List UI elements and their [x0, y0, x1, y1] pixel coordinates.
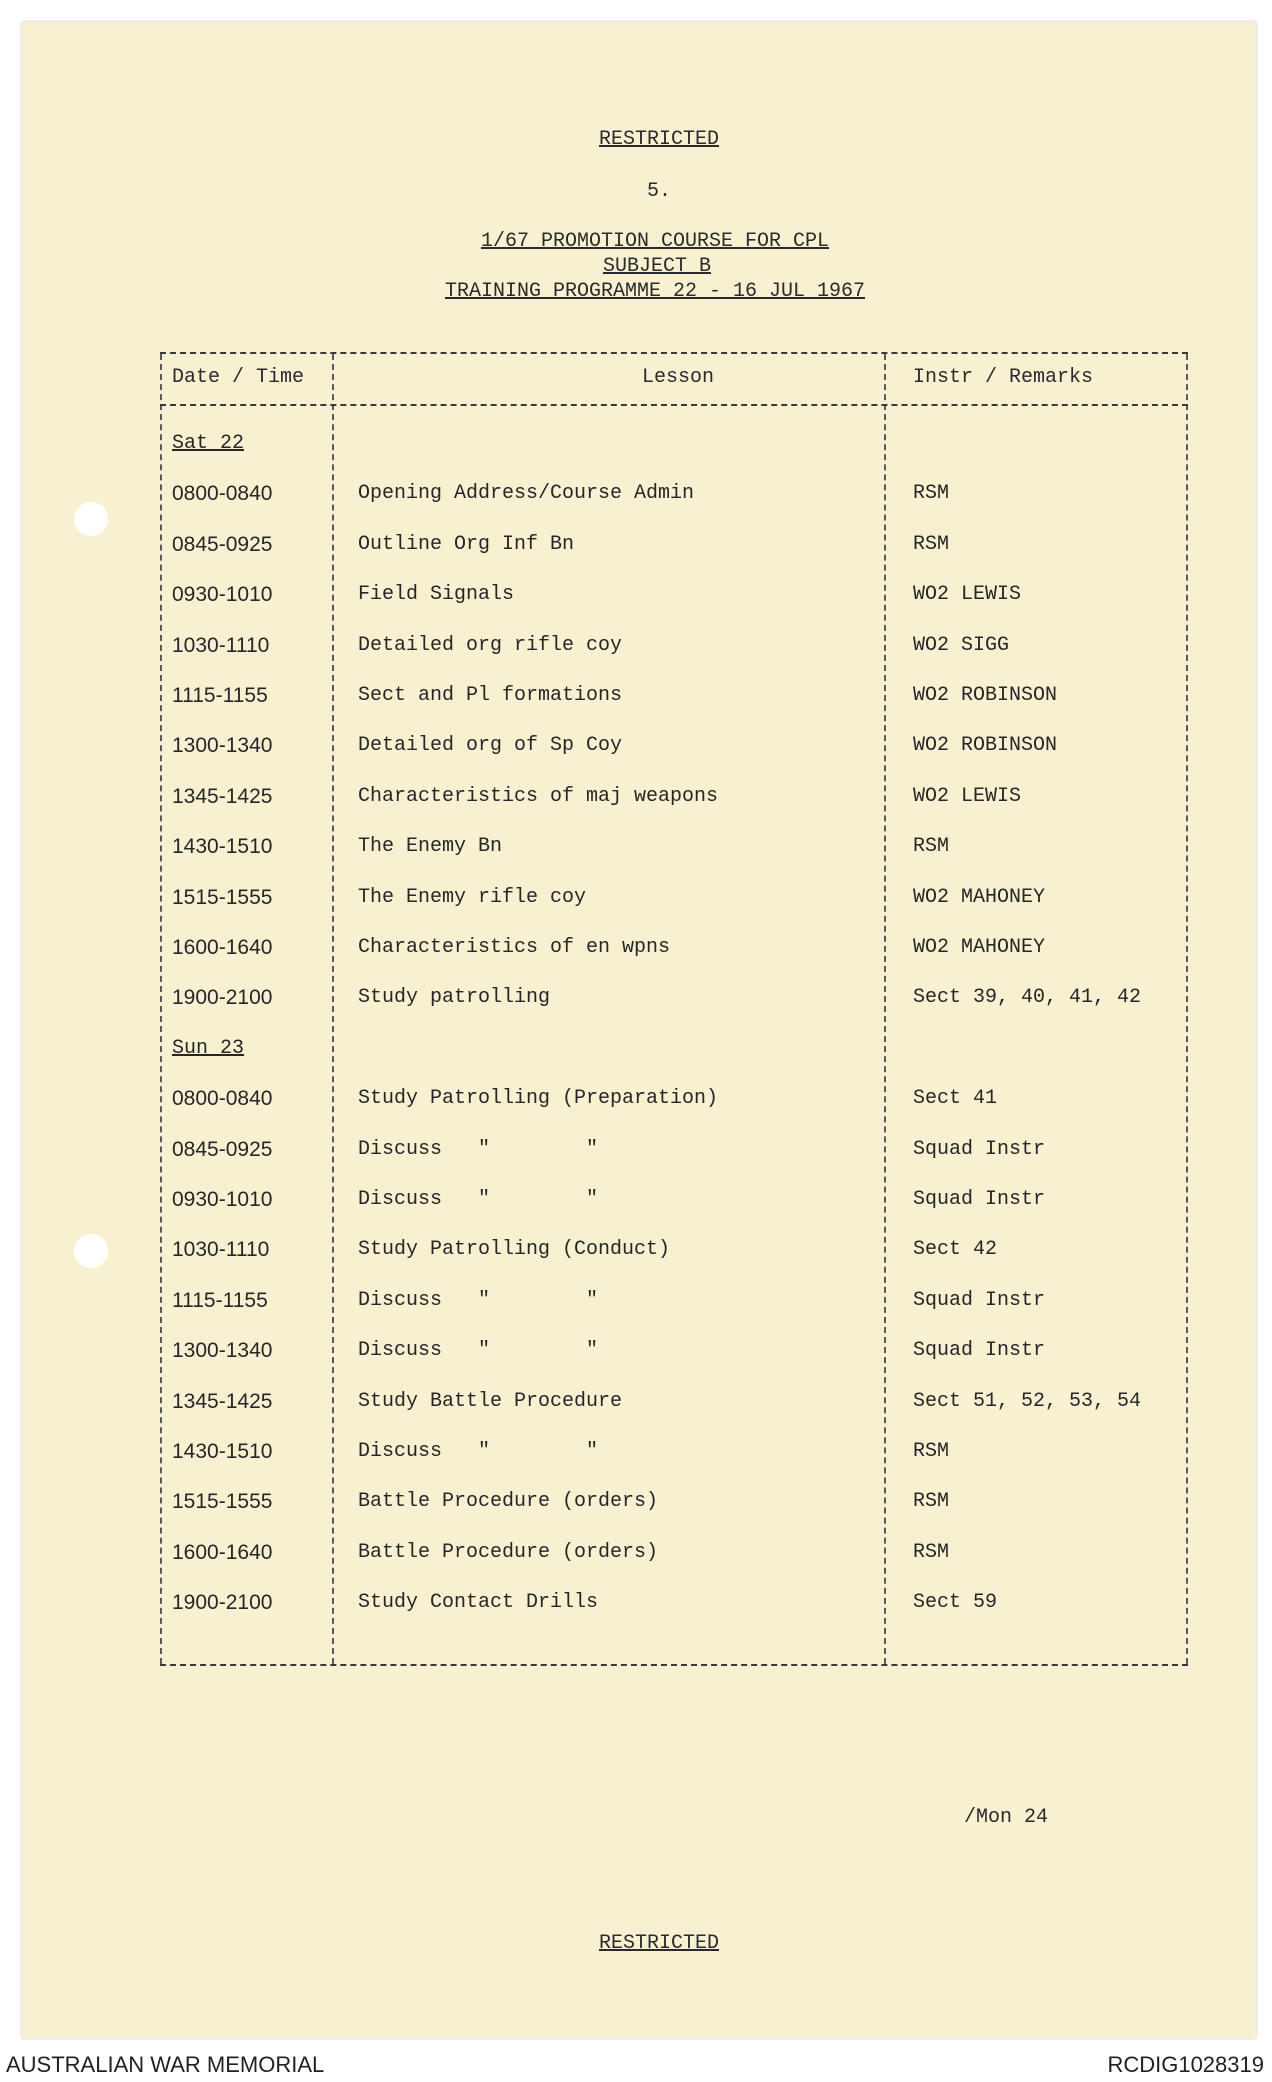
instructor-cell: WO2 MAHONEY — [913, 885, 1046, 909]
table-row — [160, 1490, 1188, 1520]
instructor-cell: Sect 41 — [913, 1087, 998, 1111]
lesson-cell: Outline Org Inf Bn — [358, 532, 575, 556]
table-row — [160, 936, 1188, 966]
instructor-cell: RSM — [913, 1490, 950, 1514]
table-row — [160, 1339, 1188, 1369]
time-cell: 1030-1110 — [172, 1238, 270, 1262]
time-cell: 1900-2100 — [172, 986, 273, 1010]
programme-title: TRAINING PROGRAMME 22 - 16 JUL 1967 — [444, 280, 866, 303]
lesson-cell: Detailed org of Sp Coy — [358, 734, 623, 758]
lesson-cell: Opening Address/Course Admin — [358, 482, 695, 506]
instructor-cell: Squad Instr — [913, 1137, 1046, 1161]
instructor-cell: RSM — [913, 835, 950, 859]
table-row — [160, 734, 1188, 764]
time-cell: 1300-1340 — [172, 1339, 273, 1363]
table-row — [160, 1087, 1188, 1117]
table-row — [160, 684, 1188, 714]
archive-caption: AUSTRALIAN WAR MEMORIAL — [6, 2052, 325, 2077]
lesson-cell: The Enemy Bn — [358, 835, 503, 859]
lesson-cell: Discuss " " — [358, 1339, 599, 1363]
instructor-cell: WO2 SIGG — [913, 633, 1010, 657]
table-row — [160, 533, 1188, 563]
lesson-cell: Study Patrolling (Preparation) — [358, 1087, 719, 1111]
time-cell: 1900-2100 — [172, 1591, 273, 1615]
table-row — [160, 1138, 1188, 1168]
lesson-cell: Discuss " " — [358, 1288, 599, 1312]
document-page — [22, 22, 1256, 2038]
time-cell: 0930-1010 — [172, 1188, 273, 1211]
lesson-cell: Discuss " " — [358, 1137, 599, 1161]
next-page-reference: /Mon 24 — [964, 1806, 1049, 1829]
instructor-cell: Squad Instr — [913, 1339, 1046, 1363]
table-row — [160, 482, 1188, 512]
table-row — [160, 835, 1188, 865]
lesson-cell: Study Battle Procedure — [358, 1389, 623, 1413]
day-heading: Sat 22 — [172, 432, 245, 455]
instructor-cell: Sect 51, 52, 53, 54 — [913, 1389, 1142, 1413]
time-cell: 0800-0840 — [172, 482, 273, 506]
instructor-cell: RSM — [913, 482, 950, 506]
instructor-cell: WO2 LEWIS — [913, 784, 1022, 808]
instructor-cell: Sect 42 — [913, 1238, 998, 1262]
time-cell: 1430-1510 — [172, 835, 273, 859]
time-cell: 1300-1340 — [172, 734, 273, 758]
lesson-cell: Study patrolling — [358, 986, 551, 1010]
table-row — [160, 1541, 1188, 1571]
punch-hole — [74, 502, 108, 536]
table-row — [160, 1440, 1188, 1470]
column-header-date-time: Date / Time — [172, 366, 305, 389]
time-cell: 1345-1425 — [172, 1389, 273, 1413]
subject-title: SUBJECT B — [602, 255, 712, 278]
course-title: 1/67 PROMOTION COURSE FOR CPL — [480, 230, 830, 253]
instructor-cell: WO2 ROBINSON — [913, 734, 1058, 758]
lesson-cell: Characteristics of maj weapons — [358, 784, 719, 808]
time-cell: 0845-0925 — [172, 1137, 273, 1161]
classification-header: RESTRICTED — [598, 128, 720, 151]
table-row — [160, 1390, 1188, 1420]
time-cell: 0845-0925 — [172, 532, 273, 556]
table-row — [160, 1238, 1188, 1268]
header-rule — [160, 404, 1188, 406]
lesson-cell: Battle Procedure (orders) — [358, 1490, 659, 1514]
time-cell: 0800-0840 — [172, 1087, 273, 1111]
lesson-cell: Detailed org rifle coy — [358, 633, 623, 657]
time-cell: 1115-1155 — [172, 1288, 268, 1312]
lesson-cell: Field Signals — [358, 583, 515, 607]
lesson-cell: Study Contact Drills — [358, 1591, 599, 1615]
time-cell: 1515-1555 — [172, 885, 273, 909]
time-cell: 0930-1010 — [172, 583, 273, 607]
instructor-cell: WO2 MAHONEY — [913, 936, 1046, 959]
time-cell: 1345-1425 — [172, 784, 273, 808]
instructor-cell: WO2 ROBINSON — [913, 684, 1058, 707]
page-number: 5. — [646, 180, 671, 203]
lesson-cell: Study Patrolling (Conduct) — [358, 1238, 671, 1262]
table-row — [160, 986, 1188, 1016]
table-row — [160, 1188, 1188, 1218]
column-header-lesson: Lesson — [642, 366, 715, 389]
punch-hole — [74, 1234, 108, 1268]
instructor-cell: Squad Instr — [913, 1288, 1046, 1312]
lesson-cell: Battle Procedure (orders) — [358, 1540, 659, 1564]
lesson-cell: Characteristics of en wpns — [358, 936, 671, 959]
time-cell: 1600-1640 — [172, 1540, 273, 1564]
table-row — [160, 583, 1188, 613]
lesson-cell: Discuss " " — [358, 1440, 599, 1463]
training-programme-table — [160, 352, 1188, 1666]
lesson-cell: Sect and Pl formations — [358, 684, 623, 707]
day-heading: Sun 23 — [172, 1036, 245, 1060]
table-row — [160, 886, 1188, 916]
table-row — [160, 785, 1188, 815]
lesson-cell: The Enemy rifle coy — [358, 885, 587, 909]
instructor-cell: Squad Instr — [913, 1188, 1046, 1211]
time-cell: 1515-1555 — [172, 1490, 273, 1514]
instructor-cell: RSM — [913, 1440, 950, 1463]
instructor-cell: WO2 LEWIS — [913, 583, 1022, 607]
archive-reference: RCDIG1028319 — [1107, 2052, 1264, 2077]
time-cell: 1115-1155 — [172, 684, 268, 707]
lesson-cell: Discuss " " — [358, 1188, 599, 1211]
instructor-cell: RSM — [913, 532, 950, 556]
time-cell: 1430-1510 — [172, 1440, 273, 1463]
classification-footer: RESTRICTED — [598, 1932, 720, 1955]
time-cell: 1030-1110 — [172, 633, 270, 657]
table-row — [160, 1289, 1188, 1319]
time-cell: 1600-1640 — [172, 936, 273, 959]
table-row — [160, 1591, 1188, 1621]
column-header-instr-remarks: Instr / Remarks — [913, 366, 1094, 389]
table-row — [160, 634, 1188, 664]
instructor-cell: Sect 39, 40, 41, 42 — [913, 986, 1142, 1010]
instructor-cell: Sect 59 — [913, 1591, 998, 1615]
instructor-cell: RSM — [913, 1540, 950, 1564]
